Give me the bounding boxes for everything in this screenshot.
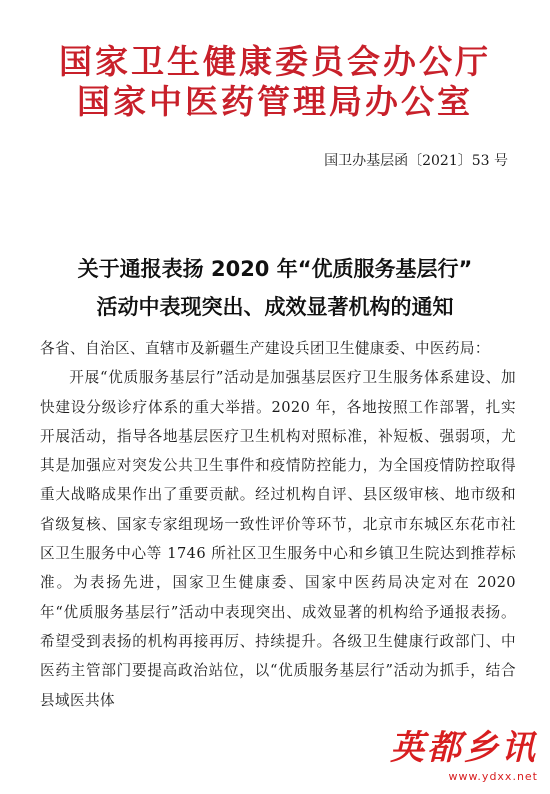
- title-line-2: 活动中表现突出、成效显著机构的通知: [96, 295, 454, 319]
- salutation: 各省、自治区、直辖市及新疆生产建设兵团卫生健康委、中医药局：: [40, 340, 490, 357]
- issuing-authority-header: [0, 42, 550, 122]
- watermark-logo-text: 英都乡讯: [390, 728, 538, 768]
- body-paragraph: 开展“优质服务基层行”活动是加强基层医疗卫生服务体系建设、加快建设分级诊疗体系的重大举措。2020 年，各地按照工作部署，扎实开展活动，指导各地基层医疗卫生机构对照标准，补短板、强弱项，尤其是加强应对突发公共卫生事件和疫情防控能力，为全国疫情防控取得重大战略成果作出了重要贡献。经过机构自评、县区级审核、地市级和省级复核、国家专家组现场一致性评价等环节，北京市东城区东花市社区卫生服务中心等 1746 所社区卫生服务中心和乡镇卫生院达到推荐标准。为表扬先进，国家卫生健康委、国家中医药局决定对在 2020 年“优质服务基层行”活动中表现突出、成效显著的机构给予通报表扬。希望受到表扬的机构再接再厉、持续提升。各级卫生健康行政部门、中医药主管部门要提高政治站位，以“优质服务基层行”活动为抓手，结合县域医共体: [40, 369, 516, 709]
- header-line-health-commission: 国家卫生健康委员会办公厅: [59, 42, 491, 81]
- document-title: [0, 250, 550, 326]
- watermark-url: www.ydxx.net: [448, 770, 538, 783]
- site-watermark: [392, 728, 542, 788]
- header-line-tcm-administration: 国家中医药管理局办公室: [77, 82, 473, 121]
- document-body: [40, 334, 516, 715]
- document-number: 国卫办基层函〔2021〕53 号: [324, 153, 508, 169]
- title-line-1: 关于通报表扬 2020 年“优质服务基层行”: [77, 257, 473, 281]
